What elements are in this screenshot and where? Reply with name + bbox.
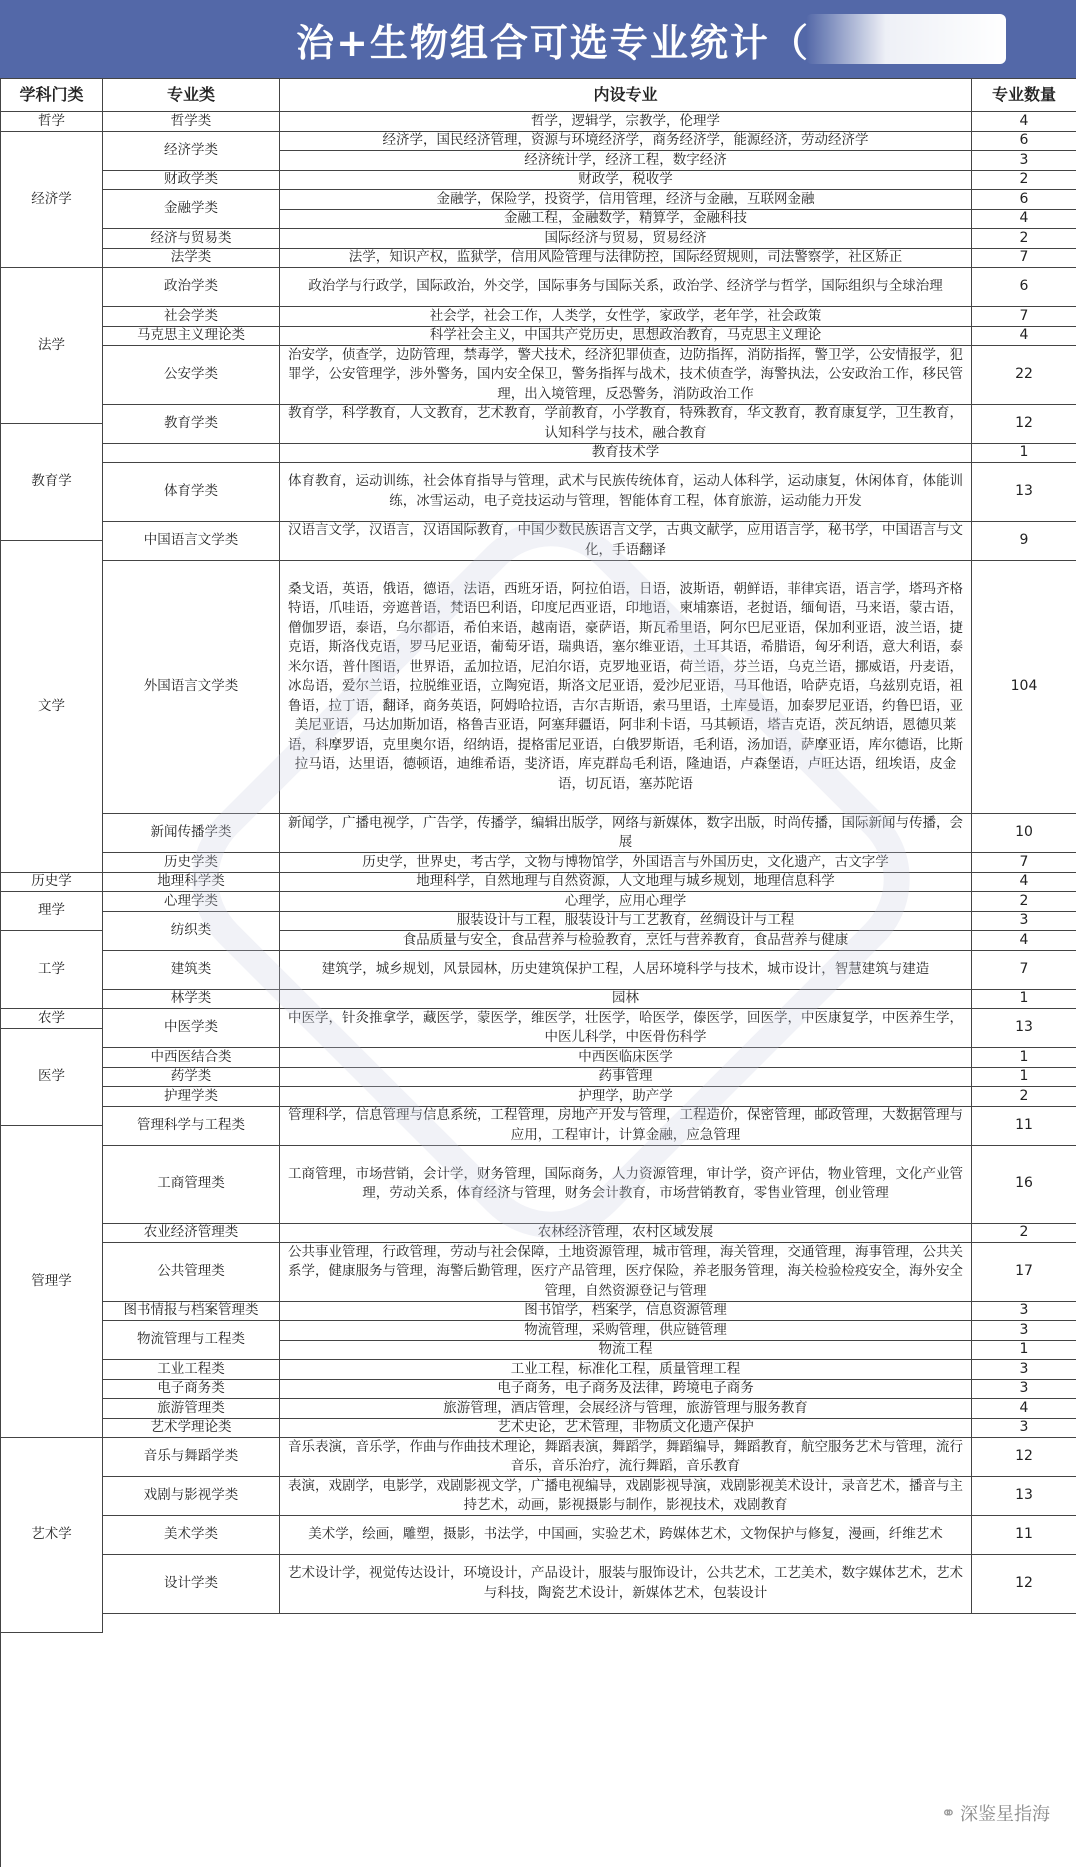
- count-cell: 11: [972, 1107, 1076, 1146]
- count-cell: 16: [972, 1146, 1076, 1224]
- discipline-cell: 经济学: [1, 132, 103, 269]
- count-cell: 1: [972, 444, 1076, 464]
- category-cell: 体育学类: [103, 463, 280, 522]
- count-cell: 1: [972, 1048, 1076, 1068]
- majors-cell: 政治学与行政学，国际政治，外交学，国际事务与国际关系，政治学、经济学与哲学，国际组织与全球治理: [280, 268, 972, 307]
- majors-cell: 工商管理，市场营销，会计学，财务管理，国际商务，人力资源管理，审计学，资产评估，物业管理，文化产业管理，劳动关系，体育经济与管理，财务会计教育，市场营销教育，零售业管理，创业管理: [280, 1146, 972, 1224]
- category-cell: 金融学类: [103, 190, 280, 229]
- majors-cell: 管理科学，信息管理与信息系统，工程管理，房地产开发与管理，工程造价，保密管理，邮政管理，大数据管理与应用，工程审计，计算金融，应急管理: [280, 1107, 972, 1146]
- category-cell: 经济与贸易类: [103, 229, 280, 249]
- majors-cell: 哲学，逻辑学，宗教学，伦理学: [280, 112, 972, 132]
- majors-cell: 金融工程，金融数学，精算学，金融科技: [280, 210, 972, 230]
- majors-cell: 艺术史论，艺术管理，非物质文化遗产保护: [280, 1419, 972, 1439]
- count-cell: 2: [972, 171, 1076, 191]
- discipline-cell: 艺术学: [1, 1438, 103, 1633]
- category-cell: 电子商务类: [103, 1380, 280, 1400]
- category-cell: 戏剧与影视学类: [103, 1477, 280, 1516]
- majors-cell: 新闻学，广播电视学，广告学，传播学，编辑出版学，网络与新媒体，数字出版，时尚传播，国际新闻与传播，会展: [280, 814, 972, 853]
- count-cell: 3: [972, 1419, 1076, 1439]
- majors-cell: 汉语言文学，汉语言，汉语国际教育，中国少数民族语言文学，古典文献学，应用语言学，秘书学，中国语言与文化，手语翻译: [280, 522, 972, 561]
- discipline-cell: 法学: [1, 268, 103, 424]
- majors-cell: 食品质量与安全，食品营养与检验教育，烹饪与营养教育，食品营养与健康: [280, 931, 972, 951]
- majors-cell: 物流管理，采购管理，供应链管理: [280, 1321, 972, 1341]
- count-cell: 1: [972, 1341, 1076, 1361]
- category-cell: 公安学类: [103, 346, 280, 405]
- category-cell: 历史学类: [103, 853, 280, 873]
- count-cell: 3: [972, 1321, 1076, 1341]
- wechat-icon: ⚭: [941, 1803, 956, 1824]
- count-cell: 3: [972, 1302, 1076, 1322]
- count-cell: 12: [972, 405, 1076, 444]
- category-cell: 中国语言文学类: [103, 522, 280, 561]
- majors-cell: 治安学，侦查学，边防管理，禁毒学，警犬技术，经济犯罪侦查，边防指挥，消防指挥，警卫学，公安情报学，犯罪学，公安管理学，涉外警务，国内安全保卫，警务指挥与战术，技术侦查学，海警执法，公安政治工作，移民管理，出入境管理，反恐警务，消防政治工作: [280, 346, 972, 405]
- count-cell: 9: [972, 522, 1076, 561]
- category-cell: 工业工程类: [103, 1360, 280, 1380]
- discipline-cell: 管理学: [1, 1126, 103, 1438]
- header-discipline: 学科门类: [1, 79, 103, 112]
- majors-cell: 经济学，国民经济管理，资源与环境经济学，商务经济学，能源经济，劳动经济学: [280, 132, 972, 152]
- count-cell: 3: [972, 1360, 1076, 1380]
- major-table: [0, 78, 1076, 1867]
- majors-cell: 国际经济与贸易，贸易经济: [280, 229, 972, 249]
- header-category: 专业类: [103, 79, 280, 112]
- majors-cell: 艺术设计学，视觉传达设计，环境设计，产品设计，服装与服饰设计，公共艺术，工艺美术，数字媒体艺术，艺术与科技，陶瓷艺术设计，新媒体艺术，包装设计: [280, 1555, 972, 1614]
- majors-cell: 经济统计学，经济工程，数字经济: [280, 151, 972, 171]
- category-cell: 中医学类: [103, 1009, 280, 1048]
- count-cell: 1: [972, 1068, 1076, 1088]
- majors-cell: 园林: [280, 990, 972, 1010]
- count-cell: 13: [972, 1009, 1076, 1048]
- category-cell: 马克思主义理论类: [103, 327, 280, 347]
- majors-cell: 教育学，科学教育，人文教育，艺术教育，学前教育，小学教育，特殊教育，华文教育，教育康复学，卫生教育，认知科学与技术，融合教育: [280, 405, 972, 444]
- count-cell: 7: [972, 249, 1076, 269]
- category-cell: 中西医结合类: [103, 1048, 280, 1068]
- count-cell: 4: [972, 931, 1076, 951]
- count-cell: 10: [972, 814, 1076, 853]
- category-cell: 图书情报与档案管理类: [103, 1302, 280, 1322]
- category-cell: 护理学类: [103, 1087, 280, 1107]
- discipline-cell: 教育学: [1, 424, 103, 541]
- category-cell: 财政学类: [103, 171, 280, 191]
- count-cell: 4: [972, 1399, 1076, 1419]
- category-cell: 法学类: [103, 249, 280, 269]
- page-title: 治+生物组合可选专业统计（: [266, 12, 810, 67]
- majors-cell: 建筑学，城乡规划，风景园林，历史建筑保护工程，人居环境科学与技术，城市设计，智慧建筑与建造: [280, 951, 972, 990]
- count-cell: 6: [972, 268, 1076, 307]
- count-cell: 12: [972, 1438, 1076, 1477]
- category-cell: 教育学类: [103, 405, 280, 444]
- count-cell: 13: [972, 463, 1076, 522]
- majors-cell: 农林经济管理，农村区域发展: [280, 1224, 972, 1244]
- majors-cell: 桑戈语，英语，俄语，德语，法语，西班牙语，阿拉伯语，日语，波斯语，朝鲜语，菲律宾语，语言学，塔玛齐格特语，爪哇语，旁遮普语，梵语巴利语，印度尼西亚语，印地语，柬埔寨语，老挝语，缅甸语，马来语，蒙古语，僧伽罗语，泰语，乌尔都语，希伯来语，越南语，豪萨语，斯瓦希里语，阿尔巴尼亚语，保加利亚语，波兰语，捷克语，斯洛伐克语，罗马尼亚语，葡萄牙语，瑞典语，塞尔维亚语，土耳其语，希腊语，匈牙利语，意大利语，泰米尔语，普什图语，世界语，孟加拉语，尼泊尔语，克罗地亚语，荷兰语，芬兰语，乌克兰语，挪威语，丹麦语，冰岛语，爱尔兰语，拉脱维亚语，立陶宛语，斯洛文尼亚语，爱沙尼亚语，马耳他语，哈萨克语，乌兹别克语，祖鲁语，拉丁语，翻译，商务英语，阿姆哈拉语，吉尔吉斯语，索马里语，土库曼语，加泰罗尼亚语，约鲁巴语，亚美尼亚语，马达加斯加语，格鲁吉亚语，阿塞拜疆语，阿非利卡语，马其顿语，塔吉克语，茨瓦纳语，恩德贝莱语，科摩罗语，克里奥尔语，绍纳语，提格雷尼亚语，白俄罗斯语，毛利语，汤加语，萨摩亚语，库尔德语，比斯拉马语，达里语，德顿语，迪维希语，斐济语，库克群岛毛利语，隆迪语，卢森堡语，卢旺达语，纽埃语，皮金语，切瓦语，塞苏陀语: [280, 561, 972, 815]
- majors-cell: 护理学，助产学: [280, 1087, 972, 1107]
- count-cell: 3: [972, 151, 1076, 171]
- category-cell: 管理科学与工程类: [103, 1107, 280, 1146]
- count-cell: 6: [972, 132, 1076, 152]
- header-count: 专业数量: [972, 79, 1076, 112]
- count-cell: 7: [972, 307, 1076, 327]
- majors-cell: 体育教育，运动训练，社会体育指导与管理，武术与民族传统体育，运动人体科学，运动康复，休闲体育，体能训练，冰雪运动，电子竞技运动与管理，智能体育工程，体育旅游，运动能力开发: [280, 463, 972, 522]
- majors-cell: 中西医临床医学: [280, 1048, 972, 1068]
- majors-cell: 历史学，世界史，考古学，文物与博物馆学，外国语言与外国历史，文化遗产，古文字学: [280, 853, 972, 873]
- discipline-cell: 哲学: [1, 112, 103, 132]
- category-cell: 心理学类: [103, 892, 280, 912]
- category-cell: 林学类: [103, 990, 280, 1010]
- watermark-badge: [935, 1798, 1056, 1828]
- count-cell: 4: [972, 327, 1076, 347]
- majors-cell: 公共事业管理，行政管理，劳动与社会保障，土地资源管理，城市管理，海关管理，交通管理，海事管理，公共关系学，健康服务与管理，海警后勤管理，医疗产品管理，医疗保险，养老服务管理，海关检验检疫安全，海外安全管理，自然资源登记与管理: [280, 1243, 972, 1302]
- discipline-cell: 理学: [1, 892, 103, 931]
- majors-cell: 法学，知识产权，监狱学，信用风险管理与法律防控，国际经贸规则，司法警察学，社区矫正: [280, 249, 972, 269]
- majors-cell: 工业工程，标准化工程，质量管理工程: [280, 1360, 972, 1380]
- majors-cell: 服装设计与工程，服装设计与工艺教育，丝绸设计与工程: [280, 912, 972, 932]
- category-cell: 纺织类: [103, 912, 280, 951]
- majors-cell: 图书馆学，档案学，信息资源管理: [280, 1302, 972, 1322]
- category-cell: [103, 444, 280, 464]
- category-cell: 社会学类: [103, 307, 280, 327]
- category-cell: 建筑类: [103, 951, 280, 990]
- category-cell: 设计学类: [103, 1555, 280, 1614]
- count-cell: 22: [972, 346, 1076, 405]
- category-cell: 旅游管理类: [103, 1399, 280, 1419]
- category-cell: 物流管理与工程类: [103, 1321, 280, 1360]
- category-cell: 艺术学理论类: [103, 1419, 280, 1439]
- majors-cell: 地理科学，自然地理与自然资源，人文地理与城乡规划，地理信息科学: [280, 873, 972, 893]
- majors-cell: 心理学，应用心理学: [280, 892, 972, 912]
- count-cell: 2: [972, 1087, 1076, 1107]
- category-cell: 美术学类: [103, 1516, 280, 1555]
- discipline-cell: 历史学: [1, 873, 103, 893]
- count-cell: 1: [972, 990, 1076, 1010]
- category-cell: 农业经济管理类: [103, 1224, 280, 1244]
- category-cell: 政治学类: [103, 268, 280, 307]
- majors-cell: 科学社会主义，中国共产党历史，思想政治教育，马克思主义理论: [280, 327, 972, 347]
- majors-cell: 物流工程: [280, 1341, 972, 1361]
- majors-cell: 美术学，绘画，雕塑，摄影，书法学，中国画，实验艺术，跨媒体艺术，文物保护与修复，漫画，纤维艺术: [280, 1516, 972, 1555]
- title-banner: [0, 0, 1076, 78]
- category-cell: 药学类: [103, 1068, 280, 1088]
- count-cell: 3: [972, 1380, 1076, 1400]
- majors-cell: 教育技术学: [280, 444, 972, 464]
- count-cell: 4: [972, 112, 1076, 132]
- category-cell: 地理科学类: [103, 873, 280, 893]
- majors-cell: 表演，戏剧学，电影学，戏剧影视文学，广播电视编导，戏剧影视导演，戏剧影视美术设计，录音艺术，播音与主持艺术，动画，影视摄影与制作，影视技术，戏剧教育: [280, 1477, 972, 1516]
- category-cell: 外国语言文学类: [103, 561, 280, 815]
- count-cell: 4: [972, 873, 1076, 893]
- category-cell: 新闻传播学类: [103, 814, 280, 853]
- count-cell: 7: [972, 951, 1076, 990]
- majors-cell: 社会学，社会工作，人类学，女性学，家政学，老年学，社会政策: [280, 307, 972, 327]
- count-cell: 2: [972, 892, 1076, 912]
- category-cell: 工商管理类: [103, 1146, 280, 1224]
- count-cell: 104: [972, 561, 1076, 815]
- count-cell: 2: [972, 229, 1076, 249]
- discipline-cell: 医学: [1, 1029, 103, 1127]
- count-cell: 7: [972, 853, 1076, 873]
- majors-cell: 中医学，针灸推拿学，藏医学，蒙医学，维医学，壮医学，哈医学，傣医学，回医学，中医康复学，中医养生学，中医儿科学，中医骨伤科学: [280, 1009, 972, 1048]
- category-cell: 音乐与舞蹈学类: [103, 1438, 280, 1477]
- count-cell: 3: [972, 912, 1076, 932]
- header-majors: 内设专业: [280, 79, 972, 112]
- category-cell: 经济学类: [103, 132, 280, 171]
- count-cell: 4: [972, 210, 1076, 230]
- count-cell: 17: [972, 1243, 1076, 1302]
- majors-cell: 财政学，税收学: [280, 171, 972, 191]
- count-cell: 6: [972, 190, 1076, 210]
- watermark-label: 深鉴星指海: [960, 1800, 1050, 1826]
- count-cell: 13: [972, 1477, 1076, 1516]
- title-overlay: [806, 14, 1006, 64]
- count-cell: 11: [972, 1516, 1076, 1555]
- count-cell: 2: [972, 1224, 1076, 1244]
- category-cell: 公共管理类: [103, 1243, 280, 1302]
- count-cell: 12: [972, 1555, 1076, 1614]
- category-cell: 哲学类: [103, 112, 280, 132]
- discipline-cell: 文学: [1, 541, 103, 873]
- discipline-cell: 农学: [1, 1009, 103, 1029]
- majors-cell: 旅游管理，酒店管理，会展经济与管理，旅游管理与服务教育: [280, 1399, 972, 1419]
- majors-cell: 电子商务，电子商务及法律，跨境电子商务: [280, 1380, 972, 1400]
- majors-cell: 音乐表演，音乐学，作曲与作曲技术理论，舞蹈表演，舞蹈学，舞蹈编导，舞蹈教育，航空服务艺术与管理，流行音乐，音乐治疗，流行舞蹈，音乐教育: [280, 1438, 972, 1477]
- majors-cell: 金融学，保险学，投资学，信用管理，经济与金融，互联网金融: [280, 190, 972, 210]
- majors-cell: 药事管理: [280, 1068, 972, 1088]
- discipline-cell: 工学: [1, 931, 103, 1009]
